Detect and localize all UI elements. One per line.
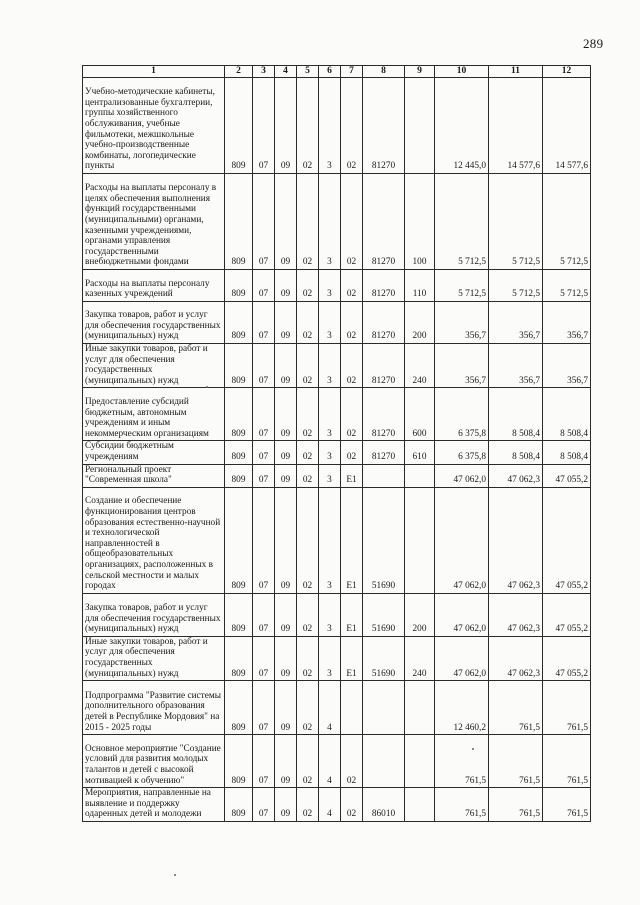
cell-col-12: 8 508,4 xyxy=(543,441,591,464)
header-col-5: 5 xyxy=(297,66,319,78)
row-name: Мероприятия, направленные на выявление и поддержку одаренных детей и молодежи xyxy=(83,788,225,822)
cell-col-9: 240 xyxy=(405,636,435,680)
cell-col-7: 02 xyxy=(341,735,363,788)
table-row xyxy=(83,487,591,593)
cell-col-4: 09 xyxy=(275,270,297,302)
header-col-7: 7 xyxy=(341,66,363,78)
cell-col-9 xyxy=(405,735,435,788)
cell-col-8: 81270 xyxy=(363,441,405,464)
cell-col-12: 761,5 xyxy=(543,788,591,822)
cell-col-8 xyxy=(363,681,405,735)
cell-col-5: 02 xyxy=(297,78,319,174)
cell-col-8 xyxy=(363,735,405,788)
cell-col-6: 3 xyxy=(319,636,341,680)
row-name: Подпрограмма "Развитие системы дополнительного образования детей в Республике Мордовия" на 2015 - 2025 годы xyxy=(83,681,225,735)
row-name: Субсидии бюджетным учреждениям xyxy=(83,441,225,464)
cell-col-4: 09 xyxy=(275,735,297,788)
cell-col-7: E1 xyxy=(341,464,363,487)
cell-col-5: 02 xyxy=(297,270,319,302)
cell-col-8: 86010 xyxy=(363,788,405,822)
cell-col-2: 809 xyxy=(225,681,253,735)
cell-col-10: 47 062,0 xyxy=(435,464,489,487)
cell-col-7: 02 xyxy=(341,388,363,441)
header-col-8: 8 xyxy=(363,66,405,78)
cell-col-2: 809 xyxy=(225,302,253,344)
cell-col-6: 4 xyxy=(319,681,341,735)
cell-col-10: 47 062,0 xyxy=(435,636,489,680)
cell-col-12: 761,5 xyxy=(543,735,591,788)
row-name: Расходы на выплаты персоналу в целях обеспечения выполнения функций государственными (муниципальными) органами, казенными учреждениями, органами управления государственными внебюджетными фондами xyxy=(83,174,225,270)
cell-col-8: 51690 xyxy=(363,636,405,680)
header-col-4: 4 xyxy=(275,66,297,78)
cell-col-9 xyxy=(405,487,435,593)
cell-col-12: 5 712,5 xyxy=(543,174,591,270)
cell-col-5: 02 xyxy=(297,344,319,388)
cell-col-2: 809 xyxy=(225,78,253,174)
cell-col-10: 47 062,0 xyxy=(435,593,489,636)
cell-col-4: 09 xyxy=(275,78,297,174)
cell-col-9 xyxy=(405,788,435,822)
cell-col-5: 02 xyxy=(297,464,319,487)
cell-col-3: 07 xyxy=(253,636,275,680)
cell-col-8 xyxy=(363,464,405,487)
cell-col-2: 809 xyxy=(225,487,253,593)
cell-col-2: 809 xyxy=(225,593,253,636)
cell-col-5: 02 xyxy=(297,735,319,788)
table-row xyxy=(83,302,591,344)
row-name: Расходы на выплаты персоналу казенных учреждений xyxy=(83,270,225,302)
cell-col-2: 809 xyxy=(225,270,253,302)
header-col-2: 2 xyxy=(225,66,253,78)
cell-col-4: 09 xyxy=(275,788,297,822)
cell-col-5: 02 xyxy=(297,441,319,464)
table-row xyxy=(83,593,591,636)
cell-col-9: 610 xyxy=(405,441,435,464)
table-row xyxy=(83,388,591,441)
cell-col-8: 81270 xyxy=(363,270,405,302)
row-name: Создание и обеспечение функционирования центров образования естественно-научной и технологической направленностей в общеобразовательных организациях, расположенных в сельской местности и малых городах xyxy=(83,487,225,593)
cell-col-2: 809 xyxy=(225,464,253,487)
cell-col-8: 81270 xyxy=(363,388,405,441)
cell-col-8: 81270 xyxy=(363,78,405,174)
cell-col-6: 3 xyxy=(319,344,341,388)
cell-col-7: 02 xyxy=(341,344,363,388)
cell-col-4: 09 xyxy=(275,636,297,680)
cell-col-5: 02 xyxy=(297,636,319,680)
table-row xyxy=(83,441,591,464)
cell-col-12: 8 508,4 xyxy=(543,388,591,441)
cell-col-6: 3 xyxy=(319,441,341,464)
cell-col-5: 02 xyxy=(297,788,319,822)
cell-col-12: 5 712,5 xyxy=(543,270,591,302)
cell-col-7: E1 xyxy=(341,593,363,636)
cell-col-7: 02 xyxy=(341,174,363,270)
table-row xyxy=(83,735,591,788)
cell-col-6: 4 xyxy=(319,735,341,788)
cell-col-9: 200 xyxy=(405,302,435,344)
cell-col-8: 81270 xyxy=(363,302,405,344)
cell-col-6: 3 xyxy=(319,487,341,593)
cell-col-6: 3 xyxy=(319,388,341,441)
row-name: Иные закупки товаров, работ и услуг для обеспечения государственных (муниципальных) нужд xyxy=(83,344,225,388)
cell-col-8: 51690 xyxy=(363,487,405,593)
cell-col-3: 07 xyxy=(253,270,275,302)
cell-col-9: 600 xyxy=(405,388,435,441)
table-body xyxy=(83,78,591,822)
cell-col-11: 14 577,6 xyxy=(489,78,543,174)
cell-col-5: 02 xyxy=(297,174,319,270)
cell-col-2: 809 xyxy=(225,174,253,270)
cell-col-9 xyxy=(405,464,435,487)
cell-col-2: 809 xyxy=(225,441,253,464)
cell-col-3: 07 xyxy=(253,78,275,174)
cell-col-11: 47 062,3 xyxy=(489,487,543,593)
page-number: 289 xyxy=(583,36,604,51)
header-col-3: 3 xyxy=(253,66,275,78)
cell-col-7: E1 xyxy=(341,487,363,593)
row-name: Иные закупки товаров, работ и услуг для обеспечения государственных (муниципальных) нужд xyxy=(83,636,225,680)
cell-col-5: 02 xyxy=(297,302,319,344)
cell-col-4: 09 xyxy=(275,593,297,636)
cell-col-10: 761,5 xyxy=(435,788,489,822)
cell-col-9: 110 xyxy=(405,270,435,302)
cell-col-4: 09 xyxy=(275,344,297,388)
row-name: Закупка товаров, работ и услуг для обеспечения государственных (муниципальных) нужд xyxy=(83,593,225,636)
cell-col-5: 02 xyxy=(297,487,319,593)
cell-col-12: 761,5 xyxy=(543,681,591,735)
cell-col-6: 3 xyxy=(319,270,341,302)
cell-col-11: 8 508,4 xyxy=(489,441,543,464)
cell-col-7: 02 xyxy=(341,270,363,302)
header-col-11: 11 xyxy=(489,66,543,78)
cell-col-4: 09 xyxy=(275,302,297,344)
cell-col-7: 02 xyxy=(341,78,363,174)
cell-col-11: 356,7 xyxy=(489,344,543,388)
cell-col-3: 07 xyxy=(253,441,275,464)
cell-col-10: 5 712,5 xyxy=(435,270,489,302)
cell-col-6: 3 xyxy=(319,593,341,636)
header-col-9: 9 xyxy=(405,66,435,78)
table-row xyxy=(83,788,591,822)
cell-col-3: 07 xyxy=(253,681,275,735)
cell-col-8: 81270 xyxy=(363,344,405,388)
header-col-10: 10 xyxy=(435,66,489,78)
cell-col-8: 81270 xyxy=(363,174,405,270)
cell-col-5: 02 xyxy=(297,388,319,441)
header-col-12: 12 xyxy=(543,66,591,78)
table-row xyxy=(83,636,591,680)
row-name: Региональный проект "Современная школа" xyxy=(83,464,225,487)
cell-col-11: 356,7 xyxy=(489,302,543,344)
cell-col-2: 809 xyxy=(225,788,253,822)
cell-col-7: 02 xyxy=(341,302,363,344)
cell-col-12: 47 055,2 xyxy=(543,636,591,680)
cell-col-3: 07 xyxy=(253,593,275,636)
cell-col-11: 47 062,3 xyxy=(489,593,543,636)
cell-col-9: 240 xyxy=(405,344,435,388)
cell-col-4: 09 xyxy=(275,487,297,593)
cell-col-10: 5 712,5 xyxy=(435,174,489,270)
cell-col-3: 07 xyxy=(253,464,275,487)
cell-col-6: 3 xyxy=(319,302,341,344)
cell-col-11: 761,5 xyxy=(489,681,543,735)
cell-col-3: 07 xyxy=(253,388,275,441)
cell-col-10: 6 375,8 xyxy=(435,388,489,441)
table-row xyxy=(83,464,591,487)
cell-col-2: 809 xyxy=(225,735,253,788)
cell-col-7: 02 xyxy=(341,788,363,822)
cell-col-4: 09 xyxy=(275,174,297,270)
cell-col-11: 47 062,3 xyxy=(489,464,543,487)
cell-col-10: 356,7 xyxy=(435,302,489,344)
cell-col-10: 761,5 xyxy=(435,735,489,788)
cell-col-4: 09 xyxy=(275,681,297,735)
table-row xyxy=(83,270,591,302)
cell-col-10: 12 445,0 xyxy=(435,78,489,174)
cell-col-3: 07 xyxy=(253,174,275,270)
cell-col-7: 02 xyxy=(341,441,363,464)
cell-col-2: 809 xyxy=(225,636,253,680)
cell-col-11: 761,5 xyxy=(489,735,543,788)
cell-col-7 xyxy=(341,681,363,735)
header-row xyxy=(83,66,591,78)
cell-col-11: 47 062,3 xyxy=(489,636,543,680)
cell-col-3: 07 xyxy=(253,788,275,822)
cell-col-12: 14 577,6 xyxy=(543,78,591,174)
cell-col-9 xyxy=(405,681,435,735)
table-row xyxy=(83,344,591,388)
budget-table xyxy=(82,65,591,822)
cell-col-11: 8 508,4 xyxy=(489,388,543,441)
cell-col-6: 3 xyxy=(319,174,341,270)
cell-col-9 xyxy=(405,78,435,174)
row-name: Предоставление субсидий бюджетным, автономным учреждениям и иным некоммерческим организациям xyxy=(83,388,225,441)
cell-col-4: 09 xyxy=(275,388,297,441)
row-name: Учебно-методические кабинеты, централизованные бухгалтерии, группы хозяйственного обслуживания, учебные фильмотеки, межшкольные учебно-производственные комбинаты, логопедические пункты xyxy=(83,78,225,174)
header-col-6: 6 xyxy=(319,66,341,78)
cell-col-12: 47 055,2 xyxy=(543,487,591,593)
cell-col-3: 07 xyxy=(253,302,275,344)
table-row xyxy=(83,78,591,174)
cell-col-5: 02 xyxy=(297,593,319,636)
cell-col-2: 809 xyxy=(225,344,253,388)
cell-col-4: 09 xyxy=(275,464,297,487)
table-row xyxy=(83,174,591,270)
row-name: Закупка товаров, работ и услуг для обеспечения государственных (муниципальных) нужд xyxy=(83,302,225,344)
cell-col-6: 4 xyxy=(319,788,341,822)
cell-col-3: 07 xyxy=(253,344,275,388)
cell-col-3: 07 xyxy=(253,487,275,593)
cell-col-11: 5 712,5 xyxy=(489,174,543,270)
cell-col-12: 47 055,2 xyxy=(543,593,591,636)
cell-col-11: 761,5 xyxy=(489,788,543,822)
cell-col-10: 356,7 xyxy=(435,344,489,388)
cell-col-5: 02 xyxy=(297,681,319,735)
cell-col-3: 07 xyxy=(253,735,275,788)
cell-col-6: 3 xyxy=(319,78,341,174)
table-row xyxy=(83,681,591,735)
cell-col-10: 47 062,0 xyxy=(435,487,489,593)
cell-col-12: 47 055,2 xyxy=(543,464,591,487)
cell-col-10: 6 375,8 xyxy=(435,441,489,464)
cell-col-9: 100 xyxy=(405,174,435,270)
cell-col-9: 200 xyxy=(405,593,435,636)
cell-col-10: 12 460,2 xyxy=(435,681,489,735)
cell-col-12: 356,7 xyxy=(543,344,591,388)
cell-col-4: 09 xyxy=(275,441,297,464)
cell-col-7: E1 xyxy=(341,636,363,680)
cell-col-12: 356,7 xyxy=(543,302,591,344)
cell-col-11: 5 712,5 xyxy=(489,270,543,302)
cell-col-2: 809 xyxy=(225,388,253,441)
header-col-1: 1 xyxy=(83,66,225,78)
row-name: Основное мероприятие "Создание условий для развития молодых талантов и детей с высокой мотивацией к обучению" xyxy=(83,735,225,788)
cell-col-6: 3 xyxy=(319,464,341,487)
cell-col-8: 51690 xyxy=(363,593,405,636)
